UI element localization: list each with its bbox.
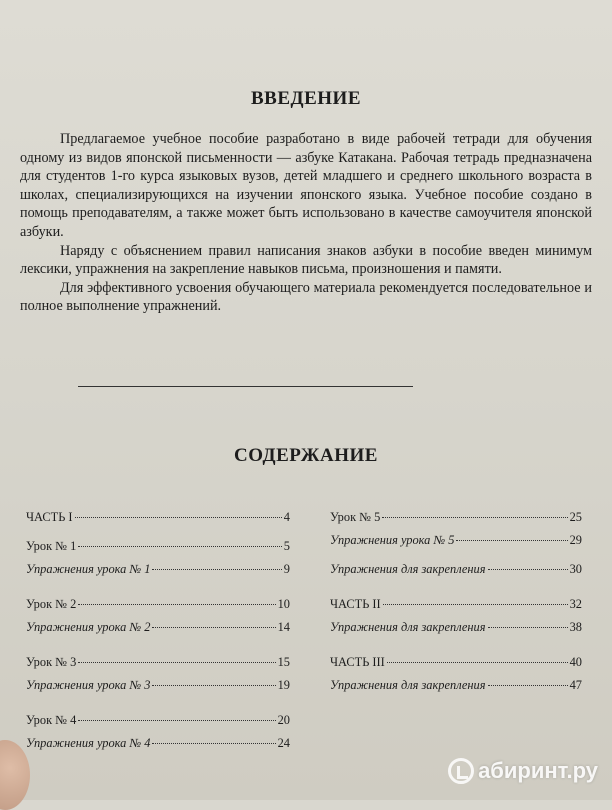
toc-entry-reinforcement-3 — [330, 678, 582, 701]
toc-entry-part-1 — [26, 510, 290, 533]
toc-leader-dots — [488, 569, 568, 570]
toc-entry-lesson-2 — [26, 597, 290, 620]
intro-paragraph: Наряду с объяснением правил написания знаков азбуки в пособие введен минимум лексики, упражнения на закрепление навыков письма, произношения и памяти. — [20, 242, 592, 278]
toc-entry-page: 19 — [277, 678, 290, 692]
toc-entry-page: 10 — [277, 597, 290, 611]
toc-entry-page: 38 — [569, 620, 582, 634]
toc-entry-label: Урок № 2 — [26, 597, 77, 611]
toc-entry-page: 29 — [569, 533, 582, 547]
toc-leader-dots — [78, 546, 281, 547]
toc-entry-exercises-5 — [330, 533, 582, 556]
toc-entry-label: Упражнения для закрепления — [330, 562, 486, 576]
toc-entry-part-3 — [330, 655, 582, 678]
toc-entry-page: 24 — [277, 736, 290, 750]
toc-leader-dots — [488, 627, 568, 628]
toc-right-column — [330, 510, 582, 701]
toc-leader-dots — [382, 517, 567, 518]
toc-entry-label: ЧАСТЬ III — [330, 655, 385, 669]
toc-entry-page: 25 — [569, 510, 582, 524]
toc-leader-dots — [78, 604, 275, 605]
toc-entry-label: Упражнения урока № 4 — [26, 736, 151, 750]
toc-entry-exercises-2 — [26, 620, 290, 643]
toc-leader-dots — [152, 685, 275, 686]
toc-entry-page: 4 — [283, 510, 290, 524]
toc-entry-page: 30 — [569, 562, 582, 576]
toc-entry-label: Упражнения урока № 5 — [330, 533, 455, 547]
intro-text — [20, 130, 592, 316]
toc-leader-dots — [152, 743, 275, 744]
intro-paragraph: Для эффективного усвоения обучающего материала рекомендуется последовательное и полное выполнение упражнений. — [20, 279, 592, 315]
toc-entry-page: 47 — [569, 678, 582, 692]
watermark-text: абиринт.ру — [478, 758, 598, 783]
toc-entry-label: Урок № 4 — [26, 713, 77, 727]
toc-leader-dots — [75, 517, 282, 518]
toc-entry-label: Упражнения урока № 2 — [26, 620, 151, 634]
toc-entry-label: Упражнения для закрепления — [330, 678, 486, 692]
toc-entry-page: 5 — [283, 539, 290, 553]
toc-entry-page: 20 — [277, 713, 290, 727]
toc-entry-lesson-5 — [330, 510, 582, 533]
toc-entry-label: ЧАСТЬ II — [330, 597, 381, 611]
intro-heading: ВВЕДЕНИЕ — [251, 88, 361, 109]
toc-leader-dots — [456, 540, 567, 541]
toc-leader-dots — [387, 662, 568, 663]
labirint-watermark — [448, 758, 598, 784]
toc-left-column — [26, 510, 290, 759]
toc-entry-exercises-4 — [26, 736, 290, 759]
labirint-logo-icon — [448, 758, 474, 784]
toc-leader-dots — [78, 662, 275, 663]
toc-entry-label: Упражнения урока № 1 — [26, 562, 151, 576]
toc-entry-label: Упражнения для закрепления — [330, 620, 486, 634]
toc-leader-dots — [78, 720, 275, 721]
toc-entry-page: 14 — [277, 620, 290, 634]
toc-entry-label: Упражнения урока № 3 — [26, 678, 151, 692]
section-divider — [78, 386, 413, 387]
toc-leader-dots — [488, 685, 568, 686]
toc-entry-exercises-3 — [26, 678, 290, 701]
toc-entry-label: Урок № 1 — [26, 539, 77, 553]
toc-leader-dots — [383, 604, 568, 605]
toc-entry-label: Урок № 5 — [330, 510, 381, 524]
toc-leader-dots — [152, 569, 281, 570]
toc-entry-label: ЧАСТЬ I — [26, 510, 73, 524]
toc-entry-page: 32 — [569, 597, 582, 611]
intro-paragraph: Предлагаемое учебное пособие разработано в виде рабочей тетради для обучения одному из видов японской письменности — азбуке Катакана. Рабочая тетрадь предназначена для студентов 1-го курса языковых вузов, детей младшего и среднего школьного возраста в школах, специализирующихся на изучении японского языка. Учебное пособие создано в помощь преподавателям, а также может быть использовано в качестве самоучителя японской азбуки. — [20, 131, 592, 240]
toc-entry-page: 40 — [569, 655, 582, 669]
toc-entry-lesson-3 — [26, 655, 290, 678]
toc-entry-page: 15 — [277, 655, 290, 669]
toc-entry-lesson-1 — [26, 539, 290, 562]
toc-entry-reinforcement-2 — [330, 620, 582, 643]
toc-leader-dots — [152, 627, 275, 628]
toc-entry-page: 9 — [283, 562, 290, 576]
toc-entry-lesson-4 — [26, 713, 290, 736]
toc-entry-label: Урок № 3 — [26, 655, 77, 669]
toc-entry-part-2 — [330, 597, 582, 620]
toc-entry-reinforcement-1 — [330, 562, 582, 585]
toc-heading: СОДЕРЖАНИЕ — [234, 445, 378, 466]
toc-entry-exercises-1 — [26, 562, 290, 585]
